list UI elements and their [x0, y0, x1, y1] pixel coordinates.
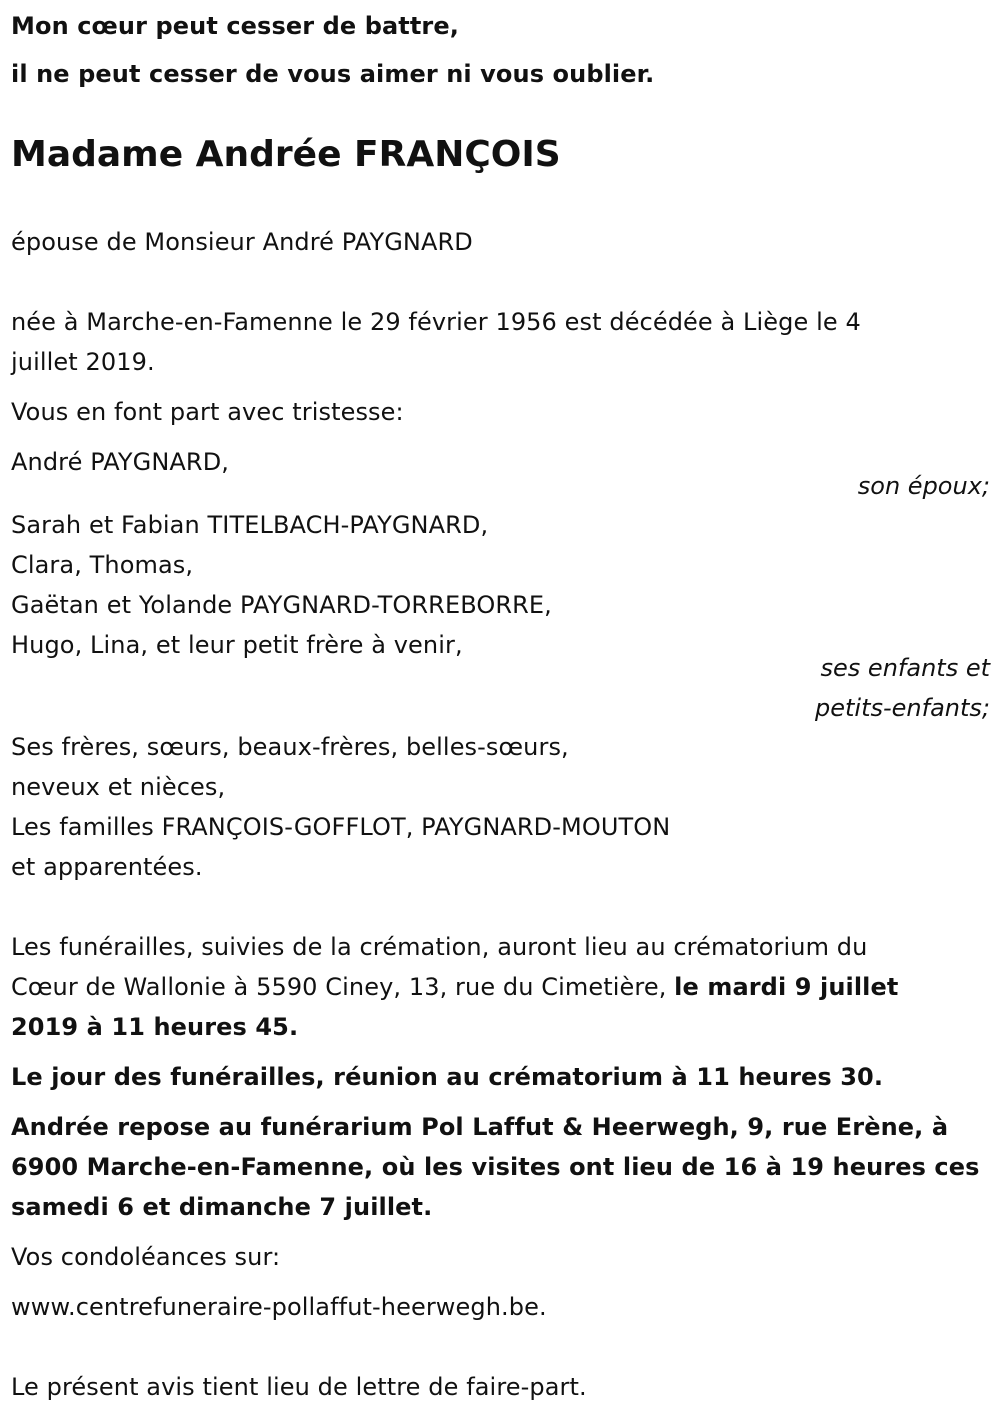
spouse-role: son époux; [857, 472, 990, 500]
deceased-name: Madame Andrée FRANÇOIS [11, 134, 561, 175]
funeral-line-1: Les funérailles, suivies de la crémation, auront lieu au crématorium du [11, 933, 868, 961]
child-line: Hugo, Lina, et leur petit frère à venir, [11, 631, 463, 659]
verse-line-1: Mon cœur peut cesser de battre, [11, 12, 459, 40]
funeral-location: Cœur de Wallonie à 5590 Ciney, 13, rue du Cimetière, [11, 973, 675, 1001]
spouse-name: André PAYGNARD, [11, 448, 230, 476]
relatives-line: neveux et nièces, [11, 773, 226, 801]
relatives-line: Les familles FRANÇOIS-GOFFLOT, PAYGNARD-MOUTON [11, 813, 671, 841]
child-line: Gaëtan et Yolande PAYGNARD-TORREBORRE, [11, 591, 552, 619]
funeral-time: 2019 à 11 heures 45. [11, 1013, 299, 1041]
rest-line-3: samedi 6 et dimanche 7 juillet. [11, 1193, 433, 1221]
announcement-intro: Vous en font part avec tristesse: [11, 398, 404, 426]
funeral-meeting: Le jour des funérailles, réunion au crématorium à 11 heures 30. [11, 1063, 884, 1091]
birth-death-line-2: juillet 2019. [11, 348, 155, 376]
relatives-line: Ses frères, sœurs, beaux-frères, belles-sœurs, [11, 733, 569, 761]
relatives-line: et apparentées. [11, 853, 203, 881]
spouse-line: épouse de Monsieur André PAYGNARD [11, 228, 473, 256]
verse-line-2: il ne peut cesser de vous aimer ni vous oublier. [11, 60, 655, 88]
funeral-date: le mardi 9 juillet [674, 973, 899, 1001]
birth-death-line-1: née à Marche-en-Famenne le 29 février 1956 est décédée à Liège le 4 [11, 308, 861, 336]
rest-line-1: Andrée repose au funérarium Pol Laffut & Heerwegh, 9, rue Erène, à [11, 1113, 949, 1141]
child-line: Sarah et Fabian TITELBACH-PAYGNARD, [11, 511, 489, 539]
rest-line-2: 6900 Marche-en-Famenne, où les visites ont lieu de 16 à 19 heures ces [11, 1153, 980, 1181]
condolences-label: Vos condoléances sur: [11, 1243, 281, 1271]
children-role-1: ses enfants et [820, 654, 990, 682]
footer-notice: Le présent avis tient lieu de lettre de faire-part. [11, 1373, 587, 1401]
children-role-2: petits-enfants; [815, 694, 990, 722]
child-line: Clara, Thomas, [11, 551, 194, 579]
funeral-line-2 [11, 973, 898, 1001]
condolences-website[interactable]: www.centrefuneraire-pollaffut-heerwegh.be. [11, 1293, 547, 1321]
